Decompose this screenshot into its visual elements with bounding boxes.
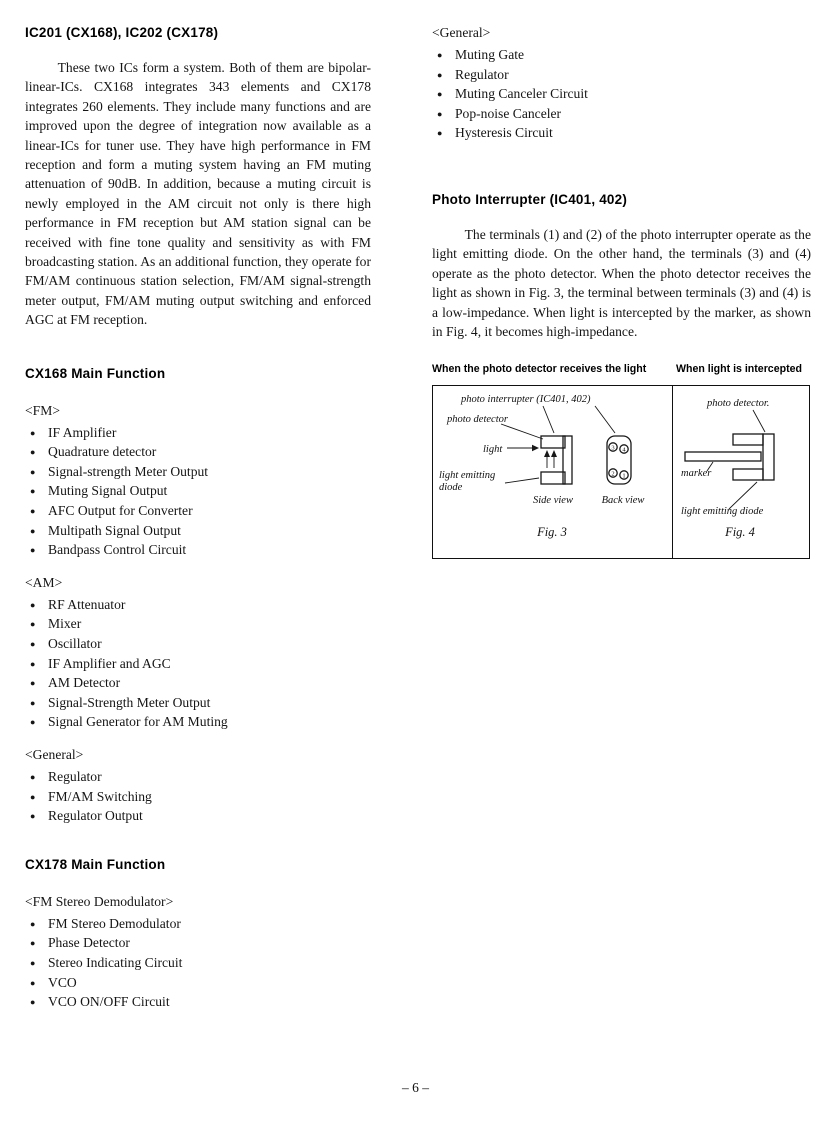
list-item: [25, 615, 371, 635]
list-item-label: Muting Gate: [455, 47, 525, 62]
figure-box: [432, 385, 810, 559]
list-item: [25, 768, 371, 788]
list-item-label: Regulator: [48, 769, 102, 784]
bullet-icon: ●: [30, 918, 36, 929]
fig4-diagram: [673, 386, 807, 556]
figure-captions: [432, 363, 811, 375]
svg-text:light emitting diode: light emitting diode: [681, 506, 764, 518]
list-item: [25, 502, 371, 522]
list-item: [25, 974, 371, 994]
list-item: [25, 713, 371, 733]
fig3-diagram: [433, 386, 671, 556]
svg-text:photo detector: photo detector: [447, 414, 508, 426]
figure-caption-right: When light is intercepted: [676, 363, 802, 376]
bullet-icon: ●: [30, 506, 36, 517]
bullet-icon: ●: [437, 50, 443, 60]
svg-text:photo detector.: photo detector.: [707, 398, 770, 410]
list-item-label: Regulator Output: [48, 808, 143, 824]
bullet-icon: ●: [30, 427, 36, 438]
list-item-label: Signal Generator for AM Muting: [48, 714, 228, 730]
section-heading-ic201: IC201 (CX168), IC202 (CX178): [25, 25, 219, 40]
svg-text:3: 3: [611, 444, 615, 452]
list-item: [25, 541, 371, 561]
subsection-label-fm: <FM>: [25, 402, 60, 418]
svg-text:light: light: [483, 444, 503, 456]
bullet-icon: ●: [437, 108, 443, 119]
section-heading-cx168: CX168 Main Function: [25, 365, 166, 381]
bullet-icon: ●: [30, 545, 36, 556]
bullet-icon: ●: [30, 697, 36, 708]
section-heading-photo-interrupter: Photo Interrupter (IC401, 402): [432, 191, 628, 207]
list-item: [25, 655, 371, 675]
left-column: [25, 25, 371, 1013]
bullet-icon: ●: [437, 69, 443, 80]
right-column: [432, 25, 811, 559]
photo-interrupter-paragraph: The terminals (1) and (2) of the photo interrupter operate as the light emitting diode. On the other hand, the terminals (3) and (4) operate as the photo detector. When the photo detector receives the light as shown in Fig. 3, the terminal between terminals (3) and (4) is a low-impedance. When light is intercepted by the marker, as shown in Fig. 4, it becomes high-impedance.: [432, 226, 811, 339]
list-item-label: Signal-Strength Meter Output: [48, 694, 211, 710]
svg-text:light emitting: light emitting: [439, 470, 496, 482]
list-item-label: Quadrature detector: [48, 444, 157, 460]
fig4-panel: [673, 386, 809, 558]
bullet-icon: ●: [30, 811, 36, 822]
list-item: [432, 85, 811, 105]
bullet-icon: ●: [30, 938, 36, 949]
list-item: [25, 463, 371, 483]
bullet-icon: ●: [30, 717, 36, 728]
list-item-label: Multipath Signal Output: [48, 522, 181, 538]
list-item: [25, 596, 371, 616]
list-item: [25, 482, 371, 502]
list-item-label: FM Stereo Demodulator: [48, 915, 181, 931]
list-item: [25, 424, 371, 444]
bullet-icon: ●: [30, 486, 36, 497]
list-item-label: Muting Canceler Circuit: [455, 86, 588, 102]
list-item-label: Regulator: [455, 66, 509, 82]
list-item-label: IF Amplifier: [48, 424, 117, 440]
bullet-icon: ●: [437, 128, 443, 139]
list-item-label: Mixer: [48, 616, 82, 632]
bullet-icon: ●: [30, 466, 36, 477]
list-item: [432, 66, 811, 86]
svg-text:Side view: Side view: [533, 495, 573, 507]
list-item: [432, 105, 811, 125]
list-item-label: Bandpass Control Circuit: [48, 542, 187, 558]
figure-caption-left: When the photo detector receives the light: [432, 363, 647, 376]
general-function-list-2: [432, 46, 811, 144]
page-number: – 6 –: [402, 1080, 429, 1095]
svg-text:diode: diode: [439, 482, 463, 494]
list-item: [25, 915, 371, 935]
subsection-label-stereo: <FM Stereo Demodulator>: [25, 893, 174, 909]
list-item: [25, 934, 371, 954]
bullet-icon: ●: [30, 639, 36, 650]
bullet-icon: ●: [30, 678, 36, 689]
subsection-label-am: <AM>: [25, 574, 63, 590]
bullet-icon: ●: [30, 619, 36, 630]
list-item-label: AFC Output for Converter: [48, 503, 193, 519]
bullet-icon: ●: [30, 599, 36, 610]
list-item: [25, 443, 371, 463]
subsection-label-general-cx168: <General>: [25, 747, 84, 762]
list-item: [25, 993, 371, 1013]
bullet-icon: ●: [30, 997, 36, 1008]
bullet-icon: ●: [30, 658, 36, 669]
list-item: [25, 635, 371, 655]
bullet-icon: ●: [30, 525, 36, 536]
fm-function-list: [25, 424, 371, 561]
intro-paragraph: These two ICs form a system. Both of them are bipolar-linear-ICs. CX168 integrates 343 elements and CX178 integrates 260 elements. They include many functions and are improved upon the degree of integration now available as a linear-ICs for tuner use. They have high performance in FM reception and form a muting system having an FM muting attenuation of 90dB. In addition, because a muting circuit is newly employed in the AM circuit not only is there high performance in FM reception but AM station signal can be received with fine tone quality and sensitivity as with FM broadcasting station. As an additional function, they operate for FM/AM continuous station selection, FM/AM signal-strength meter output, FM/AM muting output switching and enforced AGC at FM reception.: [25, 60, 371, 328]
list-item-label: VCO: [48, 974, 77, 990]
list-item: [25, 694, 371, 714]
list-item: [25, 954, 371, 974]
section-heading-cx178: CX178 Main Function: [25, 856, 166, 872]
bullet-icon: ●: [30, 791, 36, 802]
list-item-label: Pop-noise Canceler: [455, 105, 562, 121]
list-item-label: VCO ON/OFF Circuit: [48, 994, 170, 1010]
bullet-icon: ●: [30, 772, 36, 782]
list-item-label: Signal-strength Meter Output: [48, 463, 209, 479]
svg-text:2: 2: [611, 470, 615, 478]
list-item-label: Oscillator: [48, 636, 102, 652]
stereo-function-list: [25, 915, 371, 1013]
list-item: [25, 522, 371, 542]
list-item: [432, 46, 811, 66]
list-item-label: Hysteresis Circuit: [455, 125, 553, 141]
bullet-icon: ●: [30, 957, 36, 968]
list-item: [432, 124, 811, 144]
svg-text:marker: marker: [681, 468, 712, 480]
list-item-label: Muting Signal Output: [48, 483, 168, 499]
list-item: [25, 674, 371, 694]
list-item-label: Stereo Indicating Circuit: [48, 954, 183, 970]
list-item-label: IF Amplifier and AGC: [48, 655, 171, 671]
svg-text:1: 1: [622, 472, 626, 480]
svg-text:Fig. 3: Fig. 3: [537, 525, 567, 540]
list-item: [25, 807, 371, 827]
am-function-list: [25, 596, 371, 733]
bullet-icon: ●: [30, 977, 36, 988]
bullet-icon: ●: [30, 447, 36, 458]
svg-text:photo interrupter (IC401, 402): photo interrupter (IC401, 402): [461, 394, 591, 406]
svg-text:Back view: Back view: [601, 495, 645, 507]
list-item-label: Phase Detector: [48, 935, 130, 951]
list-item-label: RF Attenuator: [48, 596, 126, 612]
fig3-panel: [433, 386, 673, 558]
svg-text:Fig. 4: Fig. 4: [725, 525, 755, 540]
list-item: [25, 788, 371, 808]
general-function-list: [25, 768, 371, 827]
list-item-label: AM Detector: [48, 675, 121, 691]
svg-text:4: 4: [622, 446, 626, 454]
subsection-label-general-cx178: <General>: [432, 25, 491, 40]
bullet-icon: ●: [437, 89, 443, 100]
list-item-label: FM/AM Switching: [48, 788, 152, 804]
